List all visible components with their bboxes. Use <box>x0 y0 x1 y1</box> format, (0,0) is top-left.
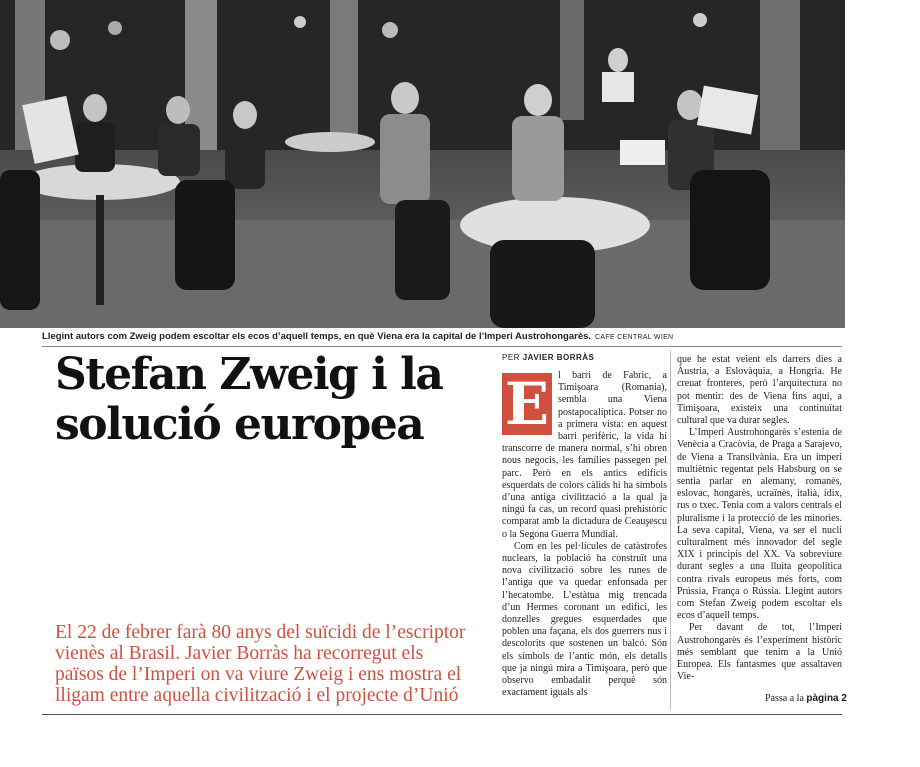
paragraph-3: que he estat veient els darrers dies a Àustria, a Eslovàquia, a Hongria. He creuat fronteres, però l’arquitectura no pot mentir: des de Viena fins aquí, a Timişoara, existeix una continuïtat cultural que va durar segles. <box>677 354 842 427</box>
article-column-2 <box>677 354 842 683</box>
caption-text: Llegint autors com Zweig podem escoltar els ecos d’aquell temps, en què Viena era la capital de l’Imperi Austrohongarès. <box>42 331 592 342</box>
paragraph-4: L’Imperi Austrohongarès s’estenia de Venècia a Cracòvia, de Praga a Sarajevo, de Viena a Transilvània. Era un imperi multiètnic regentat pels Habsburg on se sentia parlar en alemany, romanès, eslovac, hongarès, ucraïnès, italià, ídix, rus o txec. Tenia com a valors centrals el pluralisme i la protecció de les minories. La seva capital, Viena, va ser el nucli culturalment més innovador del segle XIX i principis del XX. Va sobreviure durant segles a una lluita geopolítica contra rivals europeus més forts, com Prússia, França o Rússia. Llegint autors com Stefan Zweig podem escoltar els ecos d’aquell temps. <box>677 427 842 622</box>
continue-page: pàgina 2 <box>806 693 847 704</box>
cafe-photo-illustration <box>0 0 845 328</box>
paragraph-1 <box>502 370 667 541</box>
byline <box>502 353 594 362</box>
article-title: Stefan Zweig i la solució europea <box>55 349 443 450</box>
top-rule <box>42 346 842 347</box>
article-lede: El 22 de febrer farà 80 anys del suïcidi de l’escriptor vienès al Brasil. Javier Borràs ha recorregut els països de l’Imperi on va viure Zweig i ens mostra el lligam entre aquella civilització i el projecte d’Unió <box>55 622 466 706</box>
paragraph-1-text: l barri de Fabric, a Timişoara (Romania), sembla una Viena postapocalíptica. Potser no a primera vista: en aquest barri perifèric, la vida hi transcorre de manera normal, s’hi obren nous negocis, les famílies passegen pel parc. Però en els antics edificis esquerdats de colors càlids hi ha símbols d’una antiga civilització a la qual ja ningú fa cas, un record quasi prehistòric comparat amb la dictadura de Ceauşescu o la Segona Guerra Mundial. <box>502 370 667 540</box>
cafe-photo <box>0 0 845 328</box>
paragraph-2: Com en les pel·lícules de catàstrofes nuclears, la població ha construït una nova civilització sobre les runes de l’antiga que va quedar enfonsada per l’hecatombe. L’estàtua mig trencada d’un Hermes coronant un edifici, les donzelles gregues esquerdades que poblen una façana, els dos guerrers nus i descolorits que sostenen un balcó. Són els símbols de l’antic món, els detalls que ja ningú mira a Timişoara, però que observo embadalit perquè són exactament iguals als <box>502 540 667 699</box>
bottom-rule <box>42 714 842 715</box>
photo-caption <box>42 331 842 342</box>
byline-author: JAVIER BORRÀS <box>522 353 595 362</box>
article-column-1 <box>502 370 667 699</box>
column-divider <box>670 350 671 710</box>
photo-credit: CAFE CENTRAL WIEN <box>595 334 674 341</box>
drop-cap: E <box>502 373 552 435</box>
byline-prefix: PER <box>502 353 520 362</box>
continue-prefix: Passa a la <box>765 693 804 704</box>
paragraph-5: Per davant de tot, l’Imperi Austrohongarès és l’experiment històric més semblant que tenim a la Unió Europea. Els fantasmes que assaltaven Vie- <box>677 622 842 683</box>
continue-link[interactable] <box>765 693 847 704</box>
